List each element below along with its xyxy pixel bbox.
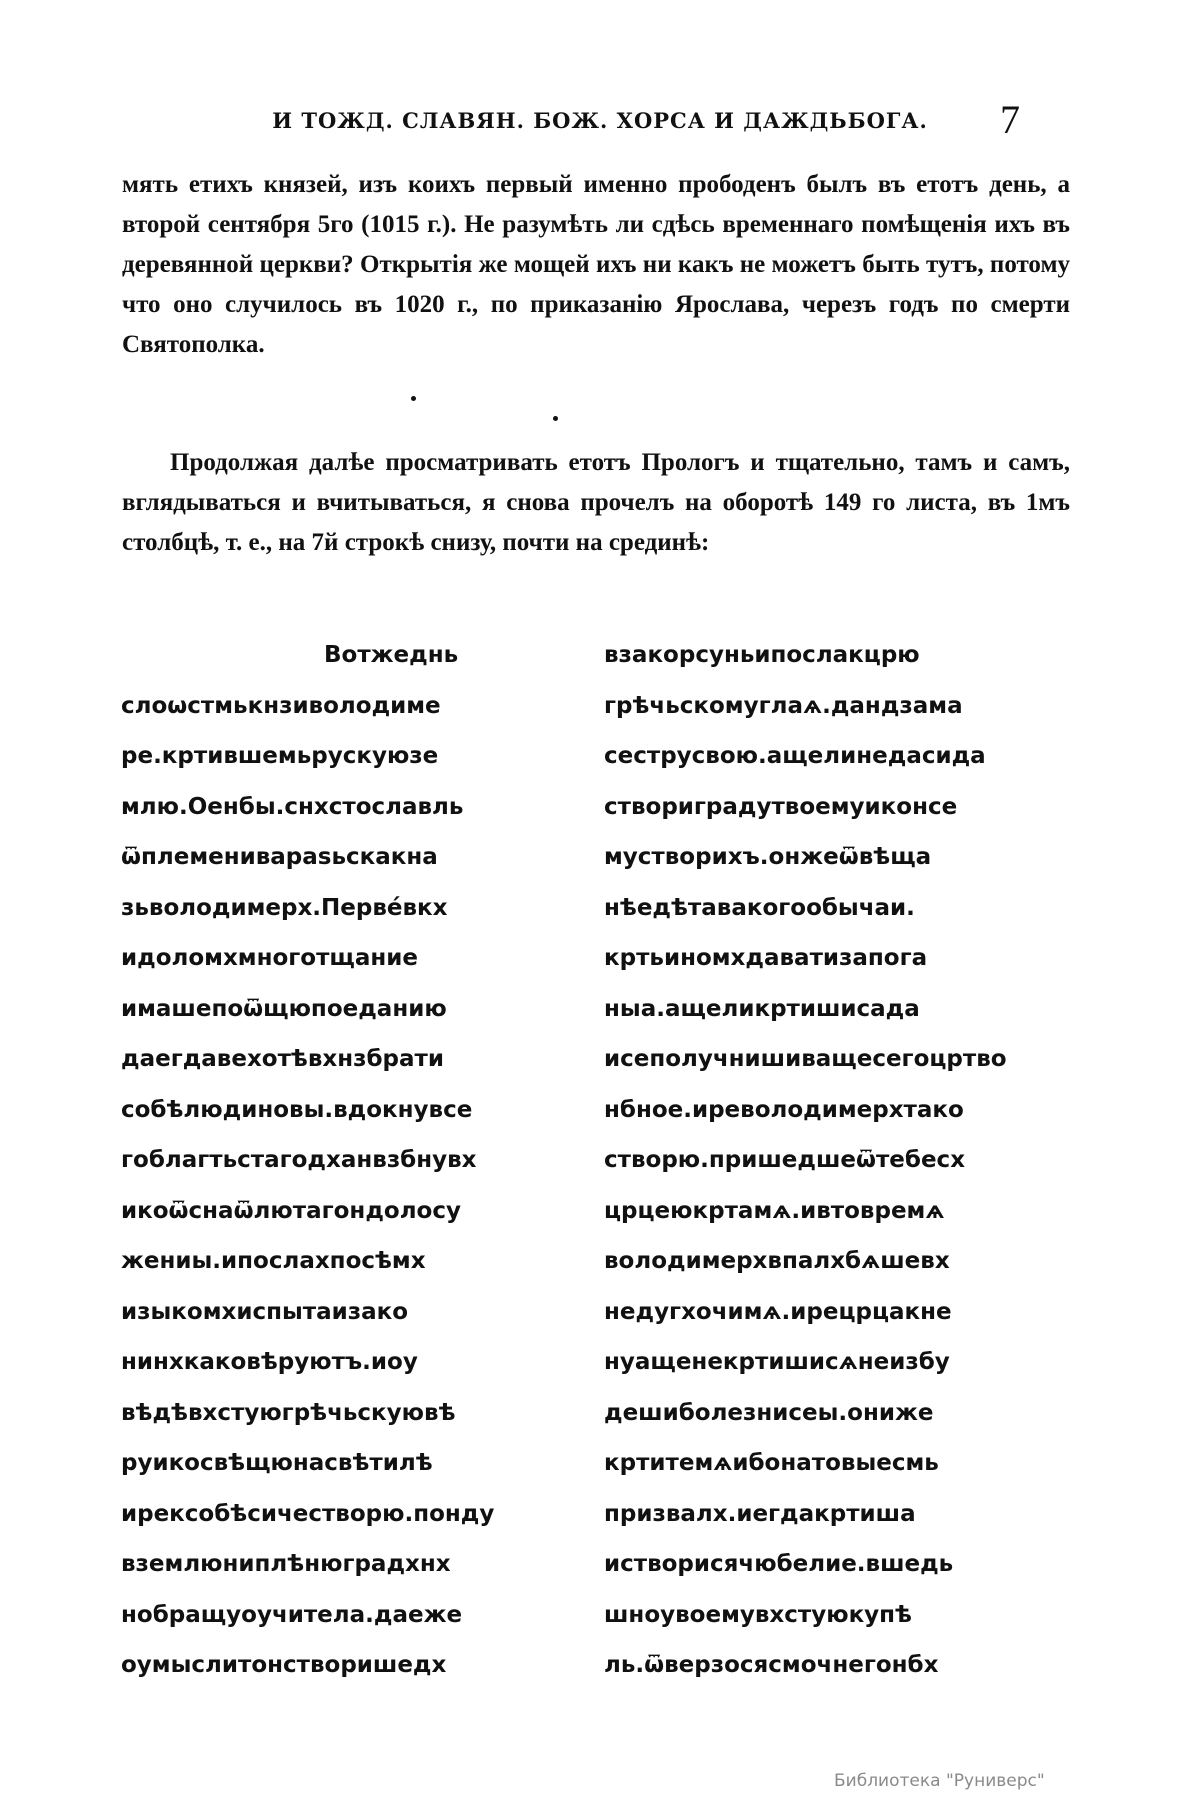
manuscript-line: ре.кртившемьрускуюзе [121, 743, 439, 769]
manuscript-line: руикосвѣщюнасвѣтилѣ [121, 1450, 433, 1476]
manuscript-line: шноувоемувхстуюкупѣ [604, 1601, 912, 1628]
manuscript-line: икоѿснаѿлютагондолосу [121, 1197, 461, 1224]
manuscript-line: кртьиномхдаватизапога [604, 945, 928, 971]
manuscript-line: створю.пришедшеѿтебесх [604, 1147, 966, 1173]
manuscript-line: даегдавехотѣвхнзбрати [121, 1046, 444, 1072]
manuscript-line: недугхочимѧ.ирецрцакне [604, 1298, 952, 1325]
manuscript-line: грѣчьскомуглаѧ.дандзама [604, 692, 963, 719]
manuscript-line: изыкомхиспытаизако [121, 1298, 409, 1325]
manuscript-line: кртитемѧибонатовыесмь [604, 1450, 939, 1476]
manuscript-line: дешиболезнисеы.ониже [604, 1399, 934, 1426]
paragraph-1 [122, 165, 1070, 365]
manuscript-line: слоѡстмькнзиволодиме [121, 692, 441, 719]
manuscript-line: имашепоѿщюпоеданию [121, 995, 447, 1022]
manuscript-line: идоломхмноготщание [121, 945, 418, 971]
manuscript-line: зьволодимерх.Перве́вкх [121, 894, 448, 921]
manuscript-line: Вотжеднь [324, 642, 459, 668]
manuscript-line: взакорсуньипослакцрю [604, 642, 920, 668]
page-number: 7 [1000, 97, 1020, 142]
manuscript-line: нобращуоучитела.даеже [121, 1601, 463, 1628]
manuscript-line: вѣдѣвхстуюгрѣчьскуювѣ [121, 1399, 456, 1426]
manuscript-line: собѣлюдиновы.вдокнувсе [121, 1096, 473, 1123]
paragraph-2 [122, 443, 1070, 563]
manuscript-line: нуащенекртишисѧнеизбу [604, 1349, 950, 1375]
running-head: И ТОЖД. СЛАВЯН. БОЖ. ХОРСА И ДАЖДЬБОГА. [272, 108, 928, 133]
manuscript-line: гоблагтьстагодханвзбнувх [121, 1147, 477, 1173]
paragraph-1-text: мять етихъ князей, изъ коихъ первый именно прободенъ былъ въ етотъ день, а второй сентября 5го (1015 г.). Не разумѣть ли сдѣсь временнаго помѣщенія ихъ въ деревянной церкви? Открытія же мощей ихъ ни какъ не можетъ быть тутъ, потому что оно случилось въ 1020 г., по приказанію Ярослава, черезъ годъ по смерти Святополка. [122, 171, 1070, 358]
manuscript-line: млю.Оенбы.снхстославль [121, 793, 464, 820]
ornament-dot [411, 396, 416, 401]
manuscript-line: нбное.иреволодимерхтако [604, 1096, 964, 1123]
manuscript-line: ирексобѣсичестворю.понду [121, 1500, 495, 1527]
old-slavonic-column-left [121, 630, 591, 1691]
manuscript-line: вземлюниплѣнюградхнх [121, 1551, 451, 1577]
manuscript-line: ль.ѿверзосясмочнегонбх [604, 1652, 939, 1678]
manuscript-line: жениы.ипослахпосѣмх [121, 1248, 426, 1274]
manuscript-line: истворисячюбелие.вшедь [604, 1551, 954, 1577]
manuscript-line: нинхкаковѣруютъ.иоу [121, 1349, 418, 1375]
manuscript-line: володимерхвпалхбѧшевх [604, 1248, 950, 1274]
manuscript-line: црцеюкртамѧ.ивтовремѧ [604, 1197, 945, 1224]
manuscript-line: ѿплеменивараѕьскакна [121, 844, 438, 870]
old-slavonic-column-right [604, 630, 1074, 1691]
manuscript-line: мустворихъ.онжеѿвѣща [604, 844, 932, 870]
library-watermark: Библиотека "Руниверс" [834, 1771, 1045, 1791]
manuscript-line: створиградутвоемуиконсе [604, 793, 958, 820]
manuscript-line: исеполучнишиващесегоцртво [604, 1046, 1007, 1072]
manuscript-line: оумыслитонстворишедх [121, 1652, 447, 1678]
manuscript-line: призвалх.иегдакртиша [604, 1500, 916, 1527]
manuscript-line: сеструсвою.ащелинедасида [604, 743, 986, 769]
manuscript-line: ныа.ащеликртишисада [604, 995, 920, 1022]
ornament-dot [553, 416, 558, 421]
paragraph-2-text: Продолжая далѣе просматривать етотъ Прологъ и тщательно, тамъ и самъ, вглядываться и вчитываться, я снова прочелъ на оборотѣ 149 го листа, въ 1мъ столбцѣ, т. е., на 7й строкѣ снизу, почти на срединѣ: [122, 449, 1070, 556]
manuscript-line: нѣедѣтавакогообычаи. [604, 894, 915, 921]
